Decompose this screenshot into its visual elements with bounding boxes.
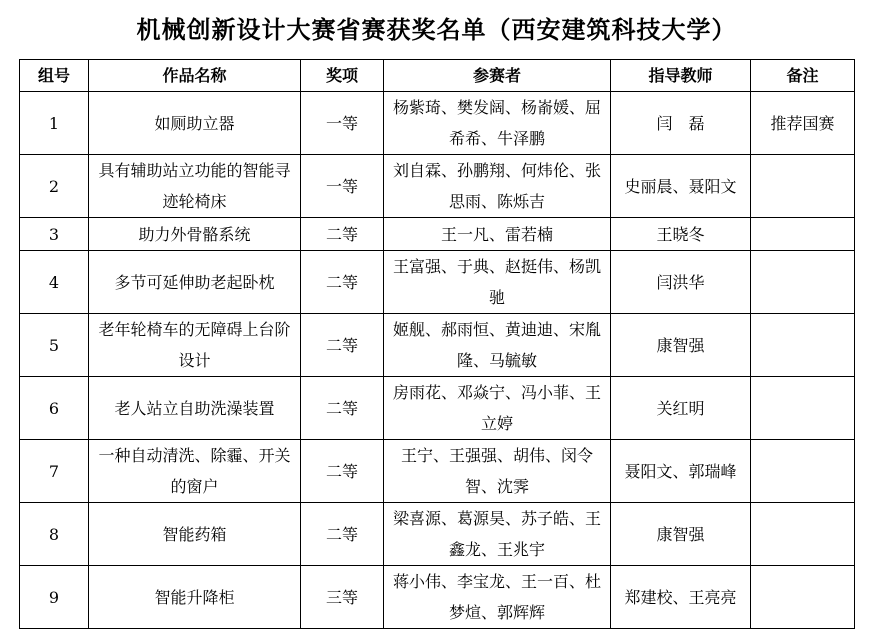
cell-group: 3: [20, 218, 89, 251]
cell-note: [751, 155, 855, 218]
header-participants: 参赛者: [384, 60, 611, 92]
cell-note: [751, 440, 855, 503]
cell-work: 老人站立自助洗澡装置: [89, 377, 301, 440]
cell-group: 1: [20, 92, 89, 155]
cell-participants: 房雨花、邓焱宁、冯小菲、王立婷: [384, 377, 611, 440]
cell-work: 一种自动清洗、除霾、开关的窗户: [89, 440, 301, 503]
cell-award: 二等: [301, 440, 384, 503]
cell-participants: 王一凡、雷若楠: [384, 218, 611, 251]
cell-advisor: 郑建校、王亮亮: [611, 566, 751, 629]
cell-award: 三等: [301, 566, 384, 629]
cell-award: 二等: [301, 377, 384, 440]
table-row: [20, 440, 855, 503]
table-header-row: [20, 60, 855, 92]
cell-note: [751, 314, 855, 377]
cell-note: [751, 377, 855, 440]
cell-work: 老年轮椅车的无障碍上台阶设计: [89, 314, 301, 377]
header-note: 备注: [751, 60, 855, 92]
cell-advisor: 聂阳文、郭瑞峰: [611, 440, 751, 503]
cell-participants: 王富强、于典、赵挺伟、杨凯驰: [384, 251, 611, 314]
page-title: 机械创新设计大赛省赛获奖名单（西安建筑科技大学）: [136, 16, 737, 44]
cell-work: 如厕助立器: [89, 92, 301, 155]
cell-award: 二等: [301, 251, 384, 314]
header-work: 作品名称: [89, 60, 301, 92]
cell-participants: 杨紫琦、樊发阔、杨嵛媛、屈希希、牛泽鹏: [384, 92, 611, 155]
cell-note: [751, 251, 855, 314]
header-group: 组号: [20, 60, 89, 92]
header-advisor: 指导教师: [611, 60, 751, 92]
cell-award: 一等: [301, 92, 384, 155]
cell-work: 多节可延伸助老起卧枕: [89, 251, 301, 314]
table-row: [20, 566, 855, 629]
table-row: [20, 251, 855, 314]
cell-advisor: 康智强: [611, 503, 751, 566]
cell-advisor: 闫 磊: [611, 92, 751, 155]
cell-group: 5: [20, 314, 89, 377]
cell-participants: 梁喜源、葛源昊、苏子皓、王鑫龙、王兆宇: [384, 503, 611, 566]
cell-award: 二等: [301, 218, 384, 251]
cell-work: 智能药箱: [89, 503, 301, 566]
cell-group: 6: [20, 377, 89, 440]
cell-award: 二等: [301, 503, 384, 566]
cell-group: 2: [20, 155, 89, 218]
cell-award: 一等: [301, 155, 384, 218]
cell-group: 4: [20, 251, 89, 314]
cell-advisor: 关红明: [611, 377, 751, 440]
table-row: [20, 314, 855, 377]
cell-note: 推荐国赛: [751, 92, 855, 155]
cell-group: 8: [20, 503, 89, 566]
cell-participants: 刘自霖、孙鹏翔、何炜伦、张思雨、陈烁吉: [384, 155, 611, 218]
cell-group: 9: [20, 566, 89, 629]
cell-work: 助力外骨骼系统: [89, 218, 301, 251]
cell-advisor: 闫洪华: [611, 251, 751, 314]
cell-group: 7: [20, 440, 89, 503]
cell-note: [751, 503, 855, 566]
table-row: [20, 503, 855, 566]
table-row: [20, 92, 855, 155]
cell-award: 二等: [301, 314, 384, 377]
table-row: [20, 377, 855, 440]
cell-advisor: 王晓冬: [611, 218, 751, 251]
cell-participants: 王宁、王强强、胡伟、闵令智、沈霁: [384, 440, 611, 503]
cell-note: [751, 566, 855, 629]
cell-work: 具有辅助站立功能的智能寻迹轮椅床: [89, 155, 301, 218]
cell-work: 智能升降柜: [89, 566, 301, 629]
cell-advisor: 康智强: [611, 314, 751, 377]
cell-advisor: 史丽晨、聂阳文: [611, 155, 751, 218]
cell-participants: 姬舰、郝雨恒、黄迪迪、宋胤隆、马毓敏: [384, 314, 611, 377]
header-award: 奖项: [301, 60, 384, 92]
table-row: [20, 155, 855, 218]
award-table: [19, 59, 855, 629]
cell-participants: 蒋小伟、李宝龙、王一百、杜梦煊、郭辉辉: [384, 566, 611, 629]
table-row: [20, 218, 855, 251]
cell-note: [751, 218, 855, 251]
